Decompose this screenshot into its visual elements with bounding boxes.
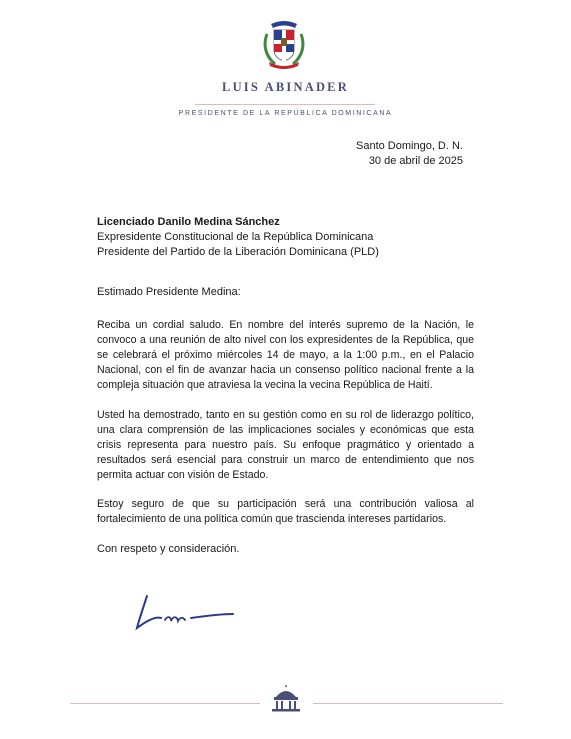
greeting: Estimado Presidente Medina: bbox=[97, 286, 241, 298]
letterhead-divider bbox=[195, 104, 375, 105]
letterhead-name: LUIS ABINADER bbox=[222, 80, 349, 94]
recipient-block bbox=[97, 215, 379, 260]
recipient-line-2: Presidente del Partido de la Liberación Dominicana (PLD) bbox=[97, 246, 379, 258]
body-paragraph-3: Estoy seguro de que su participación será una contribución valiosa al fortalecimiento de una política común que trascienda intereses partidarios. bbox=[97, 498, 474, 525]
footer-divider-right bbox=[313, 703, 503, 704]
date-line: 30 de abril de 2025 bbox=[368, 155, 463, 167]
footer-divider-left bbox=[70, 703, 260, 704]
letterhead-title: PRESIDENTE DE LA REPÚBLICA DOMINICANA bbox=[178, 110, 393, 117]
recipient-name: Licenciado Danilo Medina Sánchez bbox=[97, 216, 280, 228]
body-paragraph-1: Reciba un cordial saludo. En nombre del interés supremo de la Nación, le convoco a una reunión de alto nivel con los expresidentes de la República, que se celebrará el próximo miércoles 14 de mayo, a la 1:00 p.m., en el Palacio Nacional, con el fin de avanzar hacia un consenso político nacional frente a la compleja situación que atraviesa la vecina la vecina República de Haití. bbox=[97, 319, 474, 391]
handwritten-signature-icon bbox=[125, 590, 255, 635]
place-line: Santo Domingo, D. N. bbox=[356, 140, 463, 152]
date-block bbox=[356, 139, 463, 169]
closing: Con respeto y consideración. bbox=[97, 543, 240, 555]
coat-of-arms-icon bbox=[261, 14, 307, 70]
body-paragraph-2: Usted ha demostrado, tanto en su gestión como en su rol de liderazgo político, una clara comprensión de las implicaciones sociales y económicas que esta crisis representa para nuestro país. Su enfoque pragmático y orientado a resultados será esencial para construir un marco de entendimiento que nos permita actuar con visión de Estado. bbox=[97, 409, 474, 481]
recipient-line-1: Expresidente Constitucional de la República Dominicana bbox=[97, 231, 374, 243]
palacio-nacional-dome-icon bbox=[266, 681, 306, 713]
